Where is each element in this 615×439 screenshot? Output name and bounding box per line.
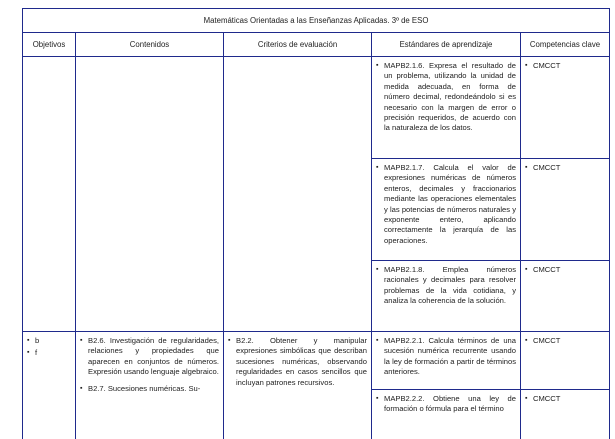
estandar-text: MAPB2.1.8. Emplea números racionales y decimales para resolver problemas de la vida cotidiana, y analiza la coherencia de la solución. bbox=[384, 265, 516, 306]
bullet-icon: ▪ bbox=[27, 337, 30, 344]
cell-estandar bbox=[372, 332, 521, 390]
estandar-text: MAPB2.1.7. Calcula el valor de expresiones numéricas de números enteros, decimales y fraccionarios mediante las operaciones elementales y las potencias de números naturales y exponente entero, aplicando correctamente la jerarquía de las operaciones. bbox=[384, 163, 516, 245]
competencia-text: CMCCT bbox=[533, 265, 561, 274]
cell-competencia bbox=[521, 332, 610, 390]
cell-criterios-2 bbox=[224, 332, 372, 439]
cell-objetivos-2 bbox=[23, 332, 76, 439]
header-objetivos: Objetivos bbox=[23, 33, 76, 57]
bullet-icon: ▪ bbox=[525, 62, 528, 69]
cell-criterios-1 bbox=[224, 57, 372, 332]
cell-estandar bbox=[372, 159, 521, 261]
table-header-row bbox=[23, 33, 610, 57]
cell-contenidos-1 bbox=[76, 57, 224, 332]
bullet-icon: ▪ bbox=[80, 384, 83, 392]
cell-competencia bbox=[521, 159, 610, 261]
bullet-icon: ▪ bbox=[376, 395, 379, 402]
criterio-text: B2.2. Obtener y manipular expresiones simbólicas que describan sucesiones numéricas, observando regularidades en casos sencillos que incluyan patrones recursivos. bbox=[236, 336, 367, 387]
competencia-text: CMCCT bbox=[533, 163, 561, 172]
bullet-icon: ▪ bbox=[376, 337, 379, 344]
cell-competencia bbox=[521, 57, 610, 159]
cell-competencia bbox=[521, 390, 610, 439]
estandar-text: MAPB2.1.6. Expresa el resultado de un problema, utilizando la unidad de medida adecuada, en forma de número decimal, redondeándolo si es necesario con la margen de error o precisión requeridos, de acuerdo con la naturaleza de los datos. bbox=[384, 61, 516, 133]
header-competencias: Competencias clave bbox=[521, 33, 610, 57]
objetivo-text: f bbox=[35, 348, 38, 358]
cell-contenidos-2 bbox=[76, 332, 224, 439]
cell-estandar bbox=[372, 390, 521, 439]
bullet-icon: ▪ bbox=[525, 164, 528, 171]
table-row bbox=[23, 57, 610, 159]
contenido-text: B2.7. Sucesiones numéricas. Su- bbox=[88, 383, 201, 393]
bullet-icon: ▪ bbox=[80, 337, 83, 344]
curriculum-table bbox=[22, 8, 610, 439]
competencia-text: CMCCT bbox=[533, 336, 561, 345]
objetivo-text: b bbox=[35, 336, 40, 345]
cell-estandar bbox=[372, 57, 521, 159]
table-title: Matemáticas Orientadas a las Enseñanzas Aplicadas. 3º de ESO bbox=[23, 9, 610, 33]
cell-objetivos-1 bbox=[23, 57, 76, 332]
estandar-text: MAPB2.2.1. Calcula términos de una sucesión numérica recurrente usando la ley de formación a partir de términos anteriores. bbox=[384, 336, 516, 377]
table-row bbox=[23, 332, 610, 390]
bullet-icon: ▪ bbox=[376, 266, 379, 273]
bullet-icon: ▪ bbox=[525, 395, 528, 402]
bullet-icon: ▪ bbox=[376, 62, 379, 69]
header-criterios: Criterios de evaluación bbox=[224, 33, 372, 57]
header-contenidos: Contenidos bbox=[76, 33, 224, 57]
cell-competencia bbox=[521, 261, 610, 332]
bullet-icon: ▪ bbox=[376, 164, 379, 171]
bullet-icon: ▪ bbox=[525, 266, 528, 273]
competencia-text: CMCCT bbox=[533, 61, 561, 70]
table-title-row bbox=[23, 9, 610, 33]
bullet-icon: ▪ bbox=[228, 337, 231, 344]
header-estandares: Estándares de aprendizaje bbox=[372, 33, 521, 57]
competencia-text: CMCCT bbox=[533, 394, 561, 403]
contenido-text: B2.6. Investigación de regularidades, relaciones y propiedades que aparecen en conjuntos de números. Expresión usando lenguaje algebraico. bbox=[88, 336, 219, 377]
bullet-icon: ▪ bbox=[525, 337, 528, 344]
bullet-icon: ▪ bbox=[27, 349, 30, 357]
estandar-text: MAPB2.2.2. Obtiene una ley de formación o fórmula para el término bbox=[384, 394, 516, 414]
cell-estandar bbox=[372, 261, 521, 332]
